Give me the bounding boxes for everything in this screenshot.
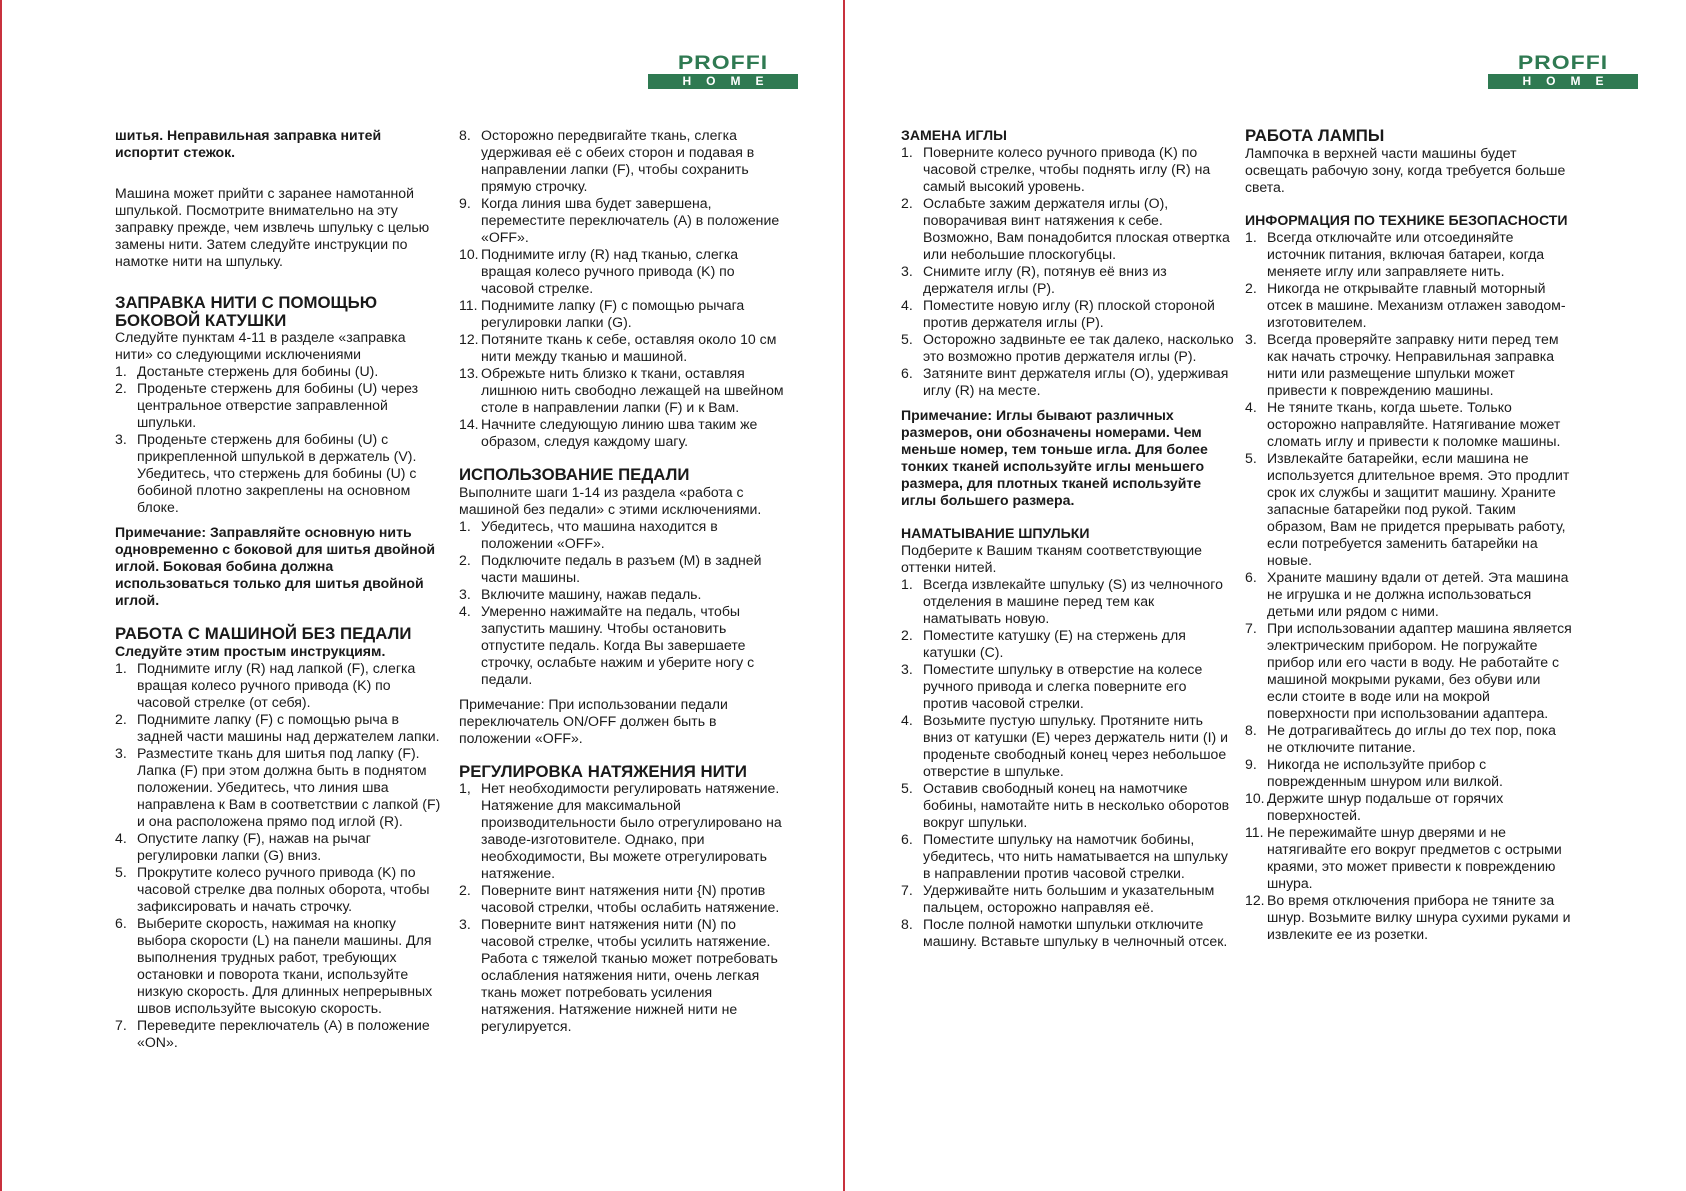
list-text: Поверните винт натяжения нити {N) против часовой стрелки, чтобы ослабить натяжение. [481,882,780,915]
proffi-home-logo [1488,50,1638,89]
list-item [115,1017,445,1051]
list-text: Подключите педаль в разъем (M) в задней части машины. [481,551,762,585]
list-num: 6. [901,365,913,381]
list-text: Осторожно задвиньте ее так далеко, насколько это возможно против держателя иглы (P). [923,331,1234,364]
list-num: 5. [1245,449,1257,466]
list-item [901,297,1234,331]
no-pedal-list-continued [459,127,789,450]
list-item [115,745,445,830]
pedal-intro: Выполните шаги 1-14 из раздела «работа с машиной без педали» с этими исключениями. [459,483,762,517]
list-text: Извлекайте батарейки, если машина не используется длительное время. Это продлит срок их службы и защитит машину. Храните запасные батарейки под рукой. Таким образом, Вам не придется прерывать работу, если потребуется заменить батарейки на новые. [1267,449,1570,568]
list-text: Нет необходимости регулировать натяжение. Натяжение для максимальной производительности было отрегулировано на заводе-изготовителе. Однако, при необходимости, Вы можете отрегулировать натяжение. [481,780,782,881]
list-item [1245,450,1575,569]
list-num: 3. [901,263,913,279]
list-num: 5. [115,863,127,880]
list-item [901,195,1234,263]
list-num: 11. [459,297,478,313]
list-text: Не пережимайте шнур дверями и не натягивайте его вокруг предметов с острыми краями, это может привести к повреждению шнура. [1267,823,1562,891]
list-item [901,263,1234,297]
list-text: Разместите ткань для шитья под лапку (F). Лапка (F) при этом должна быть в поднятом положении. Убедитесь, что линия шва направлена к Вам в соответствии с лапкой (F) и она расположена прямо под иглой (R). [137,744,441,829]
list-num: 8. [459,127,471,143]
list-num: 5. [901,780,913,796]
list-text: Оставив свободный конец на намотчике бобины, намотайте нить в несколько оборотов вокруг шпульки. [923,780,1230,830]
list-item [459,552,789,586]
list-num: 4. [1245,398,1257,415]
list-num: 3. [1245,330,1257,347]
list-text: Снимите иглу (R), потянув её вниз из держателя иглы (P). [923,263,1167,296]
pedal-note: Примечание: При использовании педали переключатель ON/OFF должен быть в положении «OFF». [459,695,728,746]
list-text: Поднимите лапку (F) с помощью рыча в задней части машины над держателем лапки. [137,710,440,744]
list-num: 2. [115,380,127,396]
list-text: Держите шнур подальше от горячих поверхностей. [1267,789,1504,823]
list-item [901,712,1234,780]
list-text: Всегда отключайте или отсоединяйте источник питания, включая батареи, когда меняете иглу или заправляете нить. [1267,228,1545,279]
list-item [115,363,445,380]
list-item [115,864,445,915]
bobbin-intro: Подберите к Вашим тканям соответствующие оттенки нитей. [901,542,1202,575]
list-text: Не дотрагивайтесь до иглы до тех пор, пока не отключите питание. [1267,721,1556,755]
list-item [1245,756,1575,790]
list-num: 14. [459,416,479,432]
section-title-pedal: ИСПОЛЬЗОВАНИЕ ПЕДАЛИ [459,465,690,484]
list-text: Выберите скорость, нажимая на кнопку выбора скорости (L) на панели машины. Для выполнения трудных работ, требующих остановки и поворота ткани, используйте низкую скорость. Для длинных непрерывных швов используйте высокую скорость. [137,914,433,1016]
section-title-safety: ИНФОРМАЦИЯ ПО ТЕХНИКЕ БЕЗОПАСНОСТИ [1245,211,1568,228]
list-item [459,127,789,195]
list-num: 6. [115,914,127,931]
list-num: 1. [115,659,127,676]
no-pedal-list [115,660,445,1051]
list-item [459,416,789,450]
list-num: 4. [115,829,127,846]
list-text: Возьмите пустую шпульку. Протяните нить вниз от катушки (E) через держатель нити (I) и проденьте свободный конец через небольшое отверстие в шпульке. [923,712,1228,779]
list-text: Ослабьте зажим держателя иглы (O), поворачивая винт натяжения к себе. Возможно, Вам понадобится плоская отвертка или небольшие плоскогубцы. [923,195,1230,262]
needle-list [901,144,1234,399]
list-text: Обрежьте нить близко к ткани, оставляя лишнюю нить свободно лежащей на швейном столе в направлении лапки (F) и к Вам. [481,365,784,415]
list-item [459,882,789,916]
list-item [459,603,789,688]
list-text: Когда линия шва будет завершена, переместите переключатель (A) в положение «OFF». [481,195,780,245]
list-item [901,627,1234,661]
list-item [1245,569,1575,620]
left-column-1 [115,127,445,1051]
list-text: Поднимите иглу (R) над тканью, слегка вращая колесо ручного привода (K) по часовой стрелке. [481,246,739,296]
list-item [1245,280,1575,331]
list-num: 6. [901,831,913,847]
list-num: 7. [115,1016,127,1033]
right-page [843,0,1686,1191]
list-item [1245,331,1575,399]
list-num: 3. [901,661,913,677]
list-text: Удерживайте нить большим и указательным пальцем, осторожно направляя её. [923,882,1215,915]
section-title-bobbin: НАМАТЫВАНИЕ ШПУЛЬКИ [901,525,1090,541]
list-num: 4. [901,712,913,728]
lamp-text: Лампочка в верхней части машины будет освещать рабочую зону, когда требуется больше света. [1245,144,1566,195]
list-num: 3. [459,585,471,602]
list-text: Убедитесь, что машина находится в положении «OFF». [481,517,718,551]
list-item [901,331,1234,365]
pedal-list [459,518,789,688]
proffi-home-logo [648,50,798,89]
list-num: 2. [115,710,127,727]
list-num: 2. [901,195,913,211]
list-text: Поверните винт натяжения нити (N) по часовой стрелке, чтобы усилить натяжение. Работа с тяжелой тканью может потребовать ослабления натяжения нити, очень легкая ткань может потребовать усиления натяжения. Натяжение нижней нити не регулируется. [481,916,778,1034]
side-spool-list [115,363,445,516]
list-item [901,576,1234,627]
right-column-2 [1245,127,1575,943]
list-item [1245,722,1575,756]
list-text: Поместите катушку (E) на стержень для катушки (C). [923,627,1186,660]
list-num: 8. [901,916,913,932]
list-num: 4. [901,297,913,313]
list-item [901,780,1234,831]
list-num: 1. [459,517,471,534]
needle-note: Примечание: Иглы бывают различных размеров, они обозначены номерами. Чем меньше номер, тем тоньше игла. Для более тонких тканей используйте иглы меньшего размера, для плотных тканей используйте иглы большего размера. [901,407,1208,508]
list-text: Начните следующую линию шва таким же образом, следуя каждому шагу. [481,416,758,449]
list-text: Переведите переключатель (A) в положение «ON». [137,1016,430,1050]
list-num: 9. [459,195,471,211]
list-text: Не тяните ткань, когда шьете. Только осторожно направляйте. Натягивание может сломать иглу и привести к поломке машины. [1267,398,1561,449]
section-title-side-spool: ЗАПРАВКА НИТИ С ПОМОЩЬЮ БОКОВОЙ КАТУШКИ [115,293,378,330]
list-num: 10. [459,246,479,262]
list-item [459,518,789,552]
list-item [459,195,789,246]
list-text: Достаньте стержень для бобины (U). [137,363,379,379]
list-text: Поверните колесо ручного привода (K) по часовой стрелке, чтобы поднять иглу (R) на самый высокий уровень. [923,144,1211,194]
list-text: Во время отключения прибора не тяните за шнур. Возьмите вилку шнура сухими руками и извлеките ее из розетки. [1267,891,1571,942]
list-text: Никогда не открывайте главный моторный отсек в машине. Механизм отлажен заводом-изготовителем. [1267,279,1566,330]
list-num: 3. [115,744,127,761]
list-text: Проденьте стержень для бобины (U) через центральное отверстие заправленной шпульки. [137,380,419,430]
list-num: 12. [1245,891,1265,908]
list-num: 1. [901,576,913,592]
list-item [901,916,1234,950]
list-text: Храните машину вдали от детей. Эта машина не игрушка и не должна использоваться детьми или рядом с ними. [1267,568,1569,619]
list-item [115,380,445,431]
list-item [115,830,445,864]
list-item [1245,229,1575,280]
list-item [459,916,789,1035]
list-num: 4. [459,602,471,619]
list-item [115,431,445,516]
list-text: Поднимите лапку (F) с помощью рычага регулировки лапки (G). [481,297,745,330]
intro-text: Машина может прийти с заранее намотанной шпулькой. Посмотрите внимательно на эту заправку прежде, чем извлечь шпульку с целью замены нити. Затем следуйте инструкции по намотке нити на шпульку. [115,185,430,269]
list-num: 7. [901,882,913,898]
list-text: Поднимите иглу (R) над лапкой (F), слегка вращая колесо ручного привода (K) по часовой стрелке (от себя). [137,659,416,710]
list-item [115,660,445,711]
list-item [1245,892,1575,943]
list-num: 6. [1245,568,1257,585]
list-text: Прокрутите колесо ручного привода (K) по часовой стрелке два полных оборота, чтобы зафиксировать и начать строчку. [137,863,430,914]
list-num: 5. [901,331,913,347]
list-num: 13. [459,365,479,381]
intro-bold-text: шитья. Неправильная заправка нитей испортит стежок. [115,127,382,160]
list-item [1245,790,1575,824]
list-item [459,586,789,603]
list-text: Поместите новую иглу (R) плоской стороной против держателя иглы (P). [923,297,1215,330]
list-item [115,711,445,745]
list-num: 3. [459,916,471,932]
list-num: 3. [115,431,127,447]
list-text: Опустите лапку (F), нажав на рычаг регулировки лапки (G) вниз. [137,829,371,863]
list-item [115,915,445,1017]
bobbin-list [901,576,1234,950]
logo-sub: HOME [1488,74,1638,89]
list-num: 2. [459,551,471,568]
list-num: 1. [1245,228,1257,245]
list-num: 12. [459,331,479,347]
list-text: Умеренно нажимайте на педаль, чтобы запустить машину. Чтобы остановить отпустите педаль. Когда Вы завершаете строчку, ослабьте нажим и уберите ногу с педали. [481,602,755,687]
list-num: 1. [115,363,127,379]
list-text: Затяните винт держателя иглы (O), удерживая иглу (R) на месте. [923,365,1229,398]
list-num: 10. [1245,789,1265,806]
list-item [459,331,789,365]
list-item [459,365,789,416]
list-item [459,246,789,297]
list-text: Поместите шпульку на намотчик бобины, убедитесь, что нить наматывается на шпульку в направлении против часовой стрелки. [923,831,1228,881]
list-text: Потяните ткань к себе, оставляя около 10 см нити между тканью и машиной. [481,331,777,364]
list-text: Проденьте стержень для бобины (U) с прикрепленной шпулькой в держатель (V). Убедитесь, что стержень для бобины (U) с бобиной плотно закреплены на основном блоке. [137,431,417,515]
tension-list [459,780,789,1035]
list-text: Всегда проверяйте заправку нити перед тем как начать строчку. Неправильная заправка нити или размещение шпульки может привести к повреждению машины. [1267,330,1559,398]
list-text: Включите машину, нажав педаль. [481,585,702,602]
logo-brand: PROFFI [677,50,769,74]
safety-list [1245,229,1575,943]
list-num: 11. [1245,823,1264,840]
list-item [1245,620,1575,722]
list-item [901,365,1234,399]
list-item [901,144,1234,195]
list-item [901,661,1234,712]
no-pedal-subtitle: Следуйте этим простым инструкциям. [115,642,386,659]
side-spool-note: Примечание: Заправляйте основную нить одновременно с боковой для шитья двойной иглой. Боковая бобина должна использоваться только для шитья двойной иглой. [115,524,436,608]
section-title-no-pedal: РАБОТА С МАШИНОЙ БЕЗ ПЕДАЛИ [115,624,412,643]
list-text: Никогда не используйте прибор с поврежденным шнуром или вилкой. [1267,755,1503,789]
list-item [1245,824,1575,892]
logo-brand: PROFFI [1517,50,1609,74]
list-num: 2. [901,627,913,643]
list-item [901,882,1234,916]
logo-sub: HOME [648,74,798,89]
list-num: 9. [1245,755,1257,772]
list-text: При использовании адаптер машина является электрическим прибором. Не погружайте прибор или его части в воду. Не работайте с машиной мокрыми руками, без обуви или если стоите в воде или на мокрой поверхности при использовании адаптера. [1267,619,1572,721]
list-num: 2. [1245,279,1257,296]
list-text: Осторожно передвигайте ткань, слегка удерживая её с обеих сторон и подавая в направлении лапки (F), чтобы сохранить прямую строчку. [481,127,755,194]
list-num: 1. [901,144,913,160]
list-item [901,831,1234,882]
list-item [1245,399,1575,450]
list-text: Поместите шпульку в отверстие на колесе ручного привода и слегка поверните его против часовой стрелки. [923,661,1203,711]
list-text: Всегда извлекайте шпульку (S) из челночного отделения в машине перед тем как наматывать новую. [923,576,1223,626]
right-column-1 [901,127,1234,950]
list-item [459,780,789,882]
list-text: После полной намотки шпульки отключите машину. Вставьте шпульку в челночный отсек. [923,916,1228,949]
list-num: 2. [459,882,471,898]
section-title-needle: ЗАМЕНА ИГЛЫ [901,127,1007,143]
list-item [459,297,789,331]
section-title-tension: РЕГУЛИРОВКА НАТЯЖЕНИЯ НИТИ [459,761,747,781]
list-num: 7. [1245,619,1257,636]
side-spool-intro: Следуйте пунктам 4-11 в разделе «заправка нити» со следующими исключениями [115,329,406,362]
left-column-2 [459,127,789,1035]
list-num: 1, [459,780,471,796]
list-num: 8. [1245,721,1257,738]
section-title-lamp: РАБОТА ЛАМПЫ [1245,126,1385,145]
